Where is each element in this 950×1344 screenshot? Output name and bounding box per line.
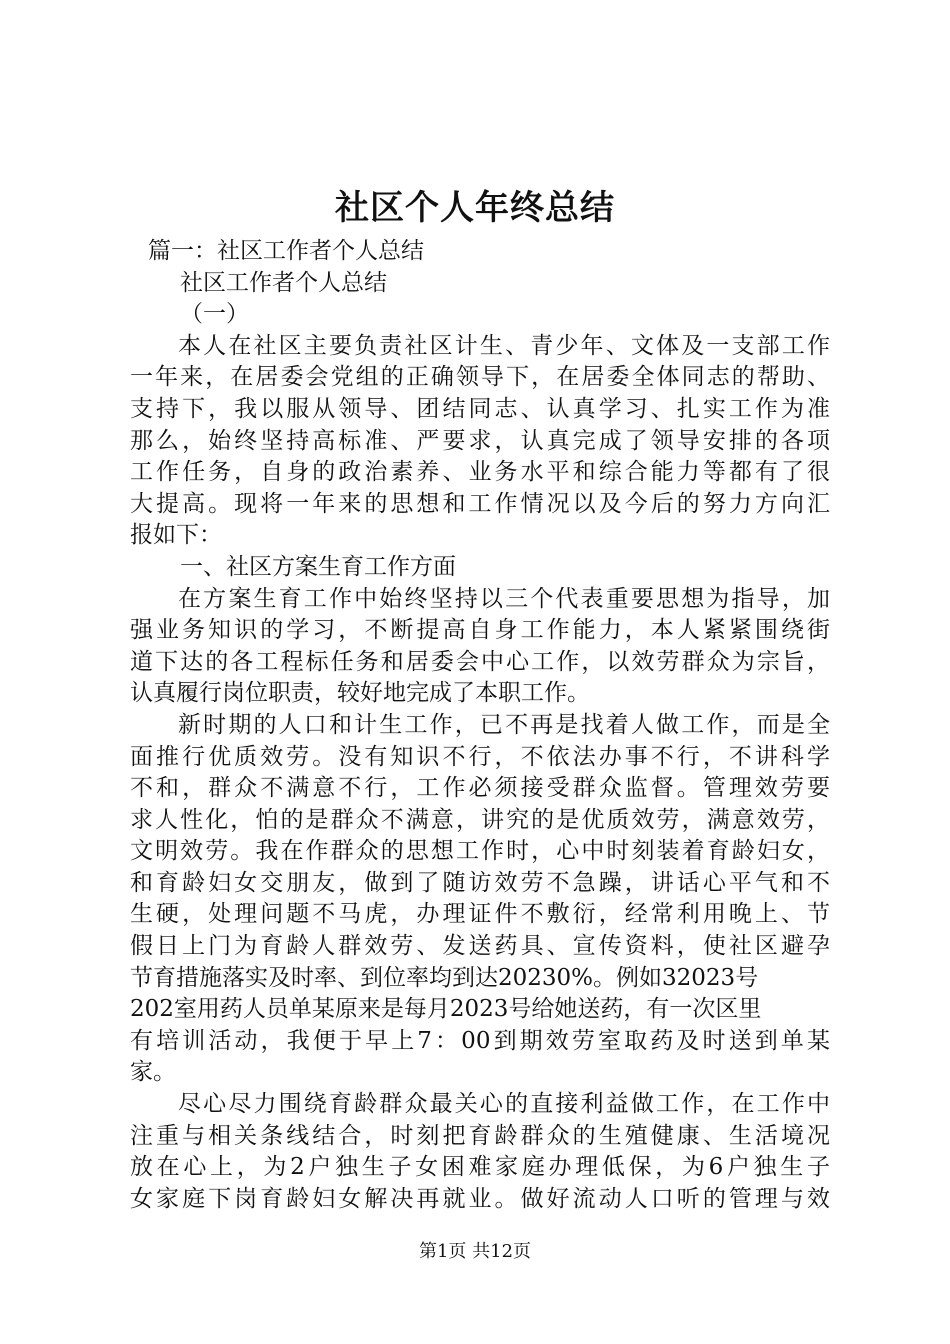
paragraph-line: 女家庭下岗育龄妇女解决再就业。做好流动人口听的管理与效 [130,1185,830,1212]
paragraph-line: 家。 [130,1059,176,1086]
paragraph-line: 文明效劳。我在作群众的思想工作时，心中时刻装着育龄妇女， [130,838,830,865]
paragraph-line: 强业务知识的学习，不断提高自身工作能力，本人紧紧围绕街 [130,617,830,644]
paragraph-line: 本人在社区主要负责社区计生、青少年、文体及一支部工作 [178,332,830,359]
paragraph-line: 一年来，在居委会党组的正确领导下，在居委全体同志的帮助、 [130,364,830,391]
paragraph-line: 新时期的人口和计生工作，已不再是找着人做工作，而是全 [178,711,830,738]
paragraph-line: 那么，始终坚持高标准、严要求，认真完成了领导安排的各项 [130,427,830,454]
paragraph-line: 假日上门为育龄人群效劳、发送药具、宣传资料，使社区避孕 [130,933,830,960]
paragraph-line: 报如下： [130,522,222,549]
document-body [130,236,830,1215]
paragraph-line: 放在心上，为2户独生子女困难家庭办理低保，为6户独生子 [130,1154,830,1181]
paragraph-line: 生硬，处理问题不马虎，办理证件不敷衍，经常利用晚上、节 [130,901,830,928]
paragraph-line: 道下达的各工程标任务和居委会中心工作，以效劳群众为宗旨， [130,648,830,675]
paragraph-line: 面推行优质效劳。没有知识不行，不依法办事不行，不讲科学 [130,743,830,770]
paragraph-line: 有培训活动，我便于早上7：00到期效劳室取药及时送到单某 [130,1027,830,1054]
paragraph-line: 节育措施落实及时率、到位率均到达20230%。例如32023号 [130,964,759,991]
paragraph-line: 和育龄妇女交朋友，做到了随访效劳不急躁，讲话心平气和不 [130,869,830,896]
subtitle-line: 社区工作者个人总结 [180,269,387,296]
document-title: 社区个人年终总结 [335,188,615,228]
part-number: （一） [180,301,249,328]
paragraph-line: 支持下，我以服从领导、团结同志、认真学习、扎实工作为准 [130,395,830,422]
paragraph-line: 不和，群众不满意不行，工作必须接受群众监督。管理效劳要 [130,775,830,802]
paragraph-line: 在方案生育工作中始终坚持以三个代表重要思想为指导，加 [178,585,830,612]
paragraph-line: 求人性化，怕的是群众不满意，讲究的是优质效劳，满意效劳， [130,806,830,833]
page-footer: 第1页 共12页 [418,1241,532,1262]
paragraph-line: 202室用药人员单某原来是每月2023号给她送药，有一次区里 [130,996,762,1023]
section-heading: 篇一：社区工作者个人总结 [148,238,424,264]
paragraph-line: 认真履行岗位职责，较好地完成了本职工作。 [130,680,590,707]
subsection-heading: 一、社区方案生育工作方面 [180,553,456,580]
paragraph-line: 尽心尽力围绕育龄群众最关心的直接利益做工作，在工作中 [178,1091,830,1118]
paragraph-line: 注重与相关条线结合，时刻把育龄群众的生殖健康、生活境况 [130,1122,830,1149]
paragraph-line: 大提高。现将一年来的思想和工作情况以及今后的努力方向汇 [130,490,830,517]
paragraph-line: 工作任务，自身的政治素养、业务水平和综合能力等都有了很 [130,459,830,486]
